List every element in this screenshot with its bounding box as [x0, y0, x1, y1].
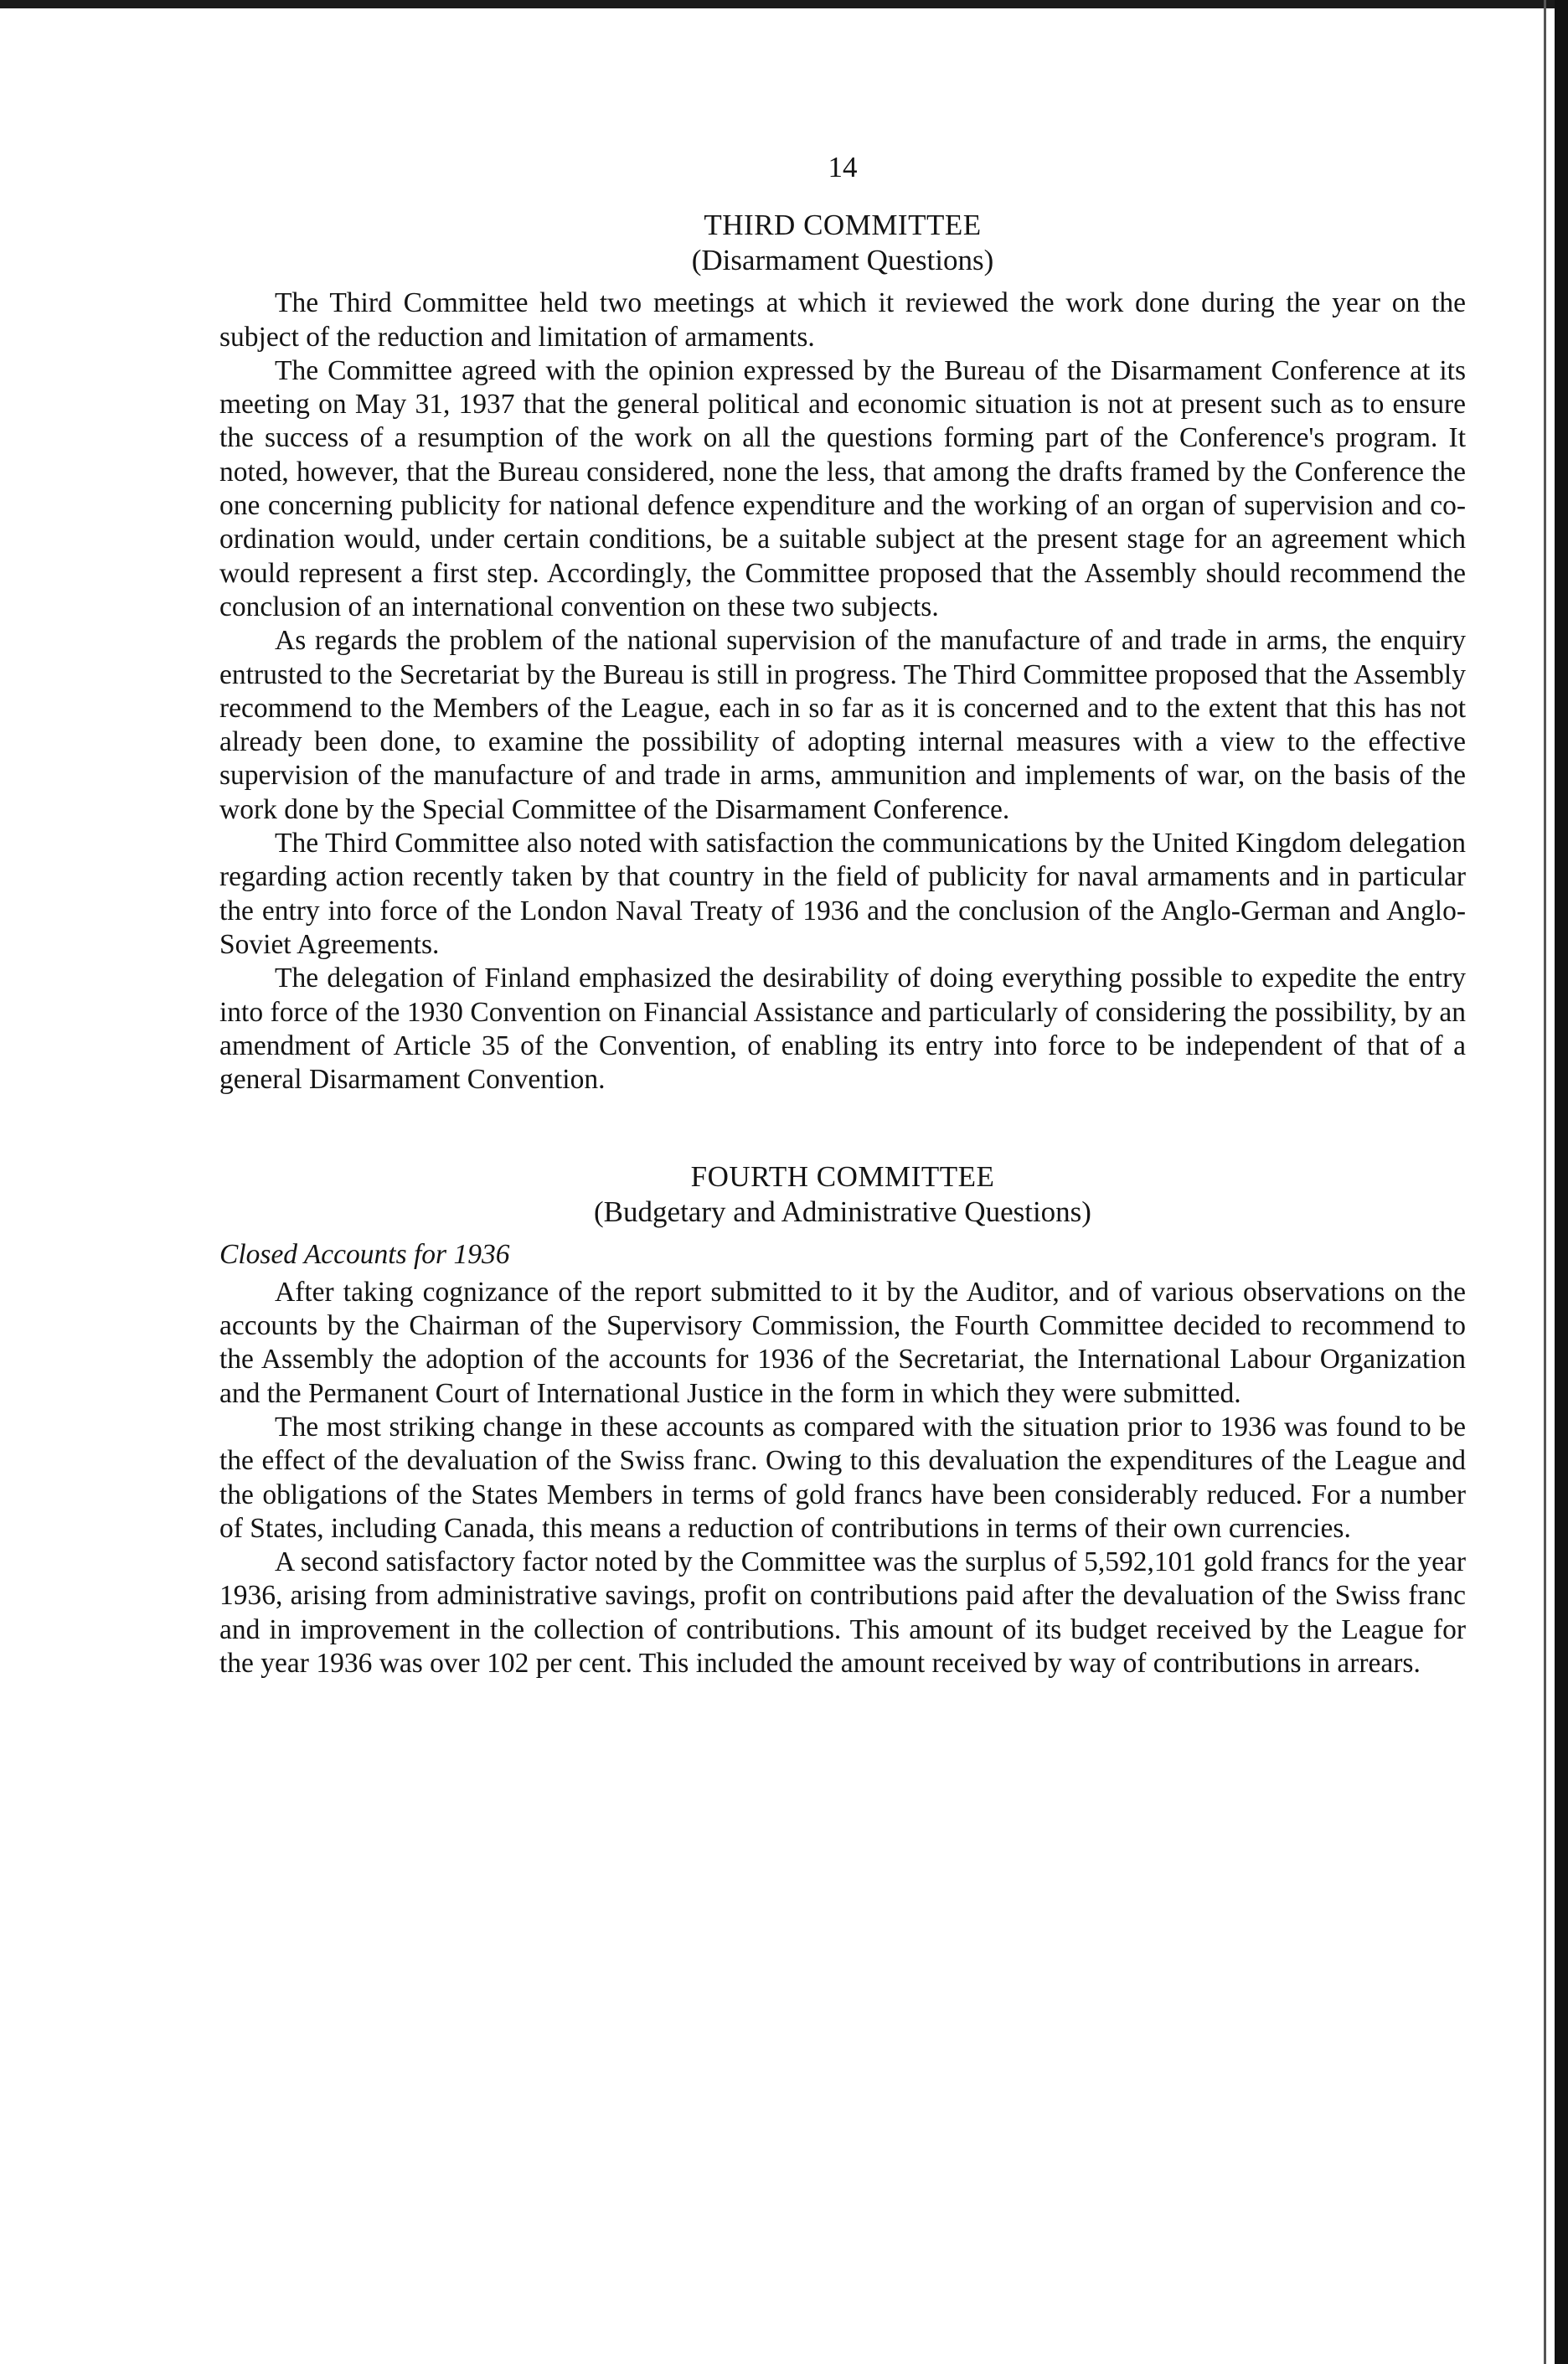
- top-border: [0, 0, 1568, 8]
- section-gap: [219, 1097, 1466, 1159]
- third-paragraph-5: The delegation of Finland emphasized the desirability of doing everything possible to expedite the entry into force of the 1930 Convention on Financial Assistance and particularly of considering the possibility, by an amendment of Article 35 of the Convention, of enabling its entry into force to be independent of that of a general Disarmament Convention.: [219, 963, 1466, 1096]
- page-number: 14: [828, 151, 858, 183]
- page-edge-shadow: [1555, 0, 1568, 2364]
- closed-accounts-title: Closed Accounts for 1936: [219, 1239, 510, 1271]
- fourth-committee-subheading: (Budgetary and Administrative Questions): [594, 1195, 1091, 1229]
- third-paragraph-4: The Third Committee also noted with satisfaction the communications by the United Kingdom delegation regarding action recently taken by that country in the field of publicity for naval armaments and in particular the entry into force of the London Naval Treaty of 1936 and the conclusion of the Anglo-German and Anglo-Soviet Agreements.: [219, 828, 1466, 960]
- page-edge-line: [1544, 0, 1546, 2364]
- fourth-paragraph-1: After taking cognizance of the report submitted to it by the Auditor, and of various observations on the accounts by the Chairman of the Supervisory Commission, the Fourth Committee decided to recommend to the Assembly the adoption of the accounts for 1936 of the Secretariat, the International Labour Organization and the Permanent Court of International Justice in the form in which they were submitted.: [219, 1276, 1466, 1409]
- third-paragraph-1: The Third Committee held two meetings at which it reviewed the work done during the year on the subject of the reduction and limitation of armaments.: [219, 287, 1466, 353]
- document-page: [219, 151, 1466, 1680]
- third-committee-subheading: (Disarmament Questions): [691, 244, 994, 277]
- third-paragraph-3: As regards the problem of the national supervision of the manufacture of and trade in arms, the enquiry entrusted to the Secretariat by the Bureau is still in progress. The Third Committee proposed that the Assembly recommend to the Members of the League, each in so far as it is concerned and to the extent that this has not already been done, to examine the possibility of adopting internal measures with a view to the effective supervision of the manufacture of and trade in arms, ammunition and implements of war, on the basis of the work done by the Special Committee of the Disarmament Conference.: [219, 625, 1466, 825]
- third-paragraph-2: The Committee agreed with the opinion expressed by the Bureau of the Disarmament Conference at its meeting on May 31, 1937 that the general political and economic situation is not at present such as to ensure the success of a resumption of the work on all the questions forming part of the Conference's program. It noted, however, that the Bureau considered, none the less, that among the drafts framed by the Conference the one concerning publicity for national defence expenditure and the working of an organ of supervision and co-ordination would, under certain conditions, be a suitable subject at the present stage for an agreement which would represent a first step. Accordingly, the Committee proposed that the Assembly should recommend the conclusion of an international convention on these two subjects.: [219, 354, 1466, 622]
- fourth-paragraph-2: The most striking change in these accounts as compared with the situation prior to 1936 was found to be the effect of the devaluation of the Swiss franc. Owing to this devaluation the expenditures of the League and the obligations of the States Members in terms of gold francs have been considerably reduced. For a number of States, including Canada, this means a reduction of contributions in terms of their own currencies.: [219, 1411, 1466, 1544]
- fourth-committee-heading: FOURTH COMMITTEE: [690, 1160, 995, 1194]
- third-committee-heading: THIRD COMMITTEE: [704, 209, 982, 242]
- fourth-paragraph-3: A second satisfactory factor noted by the Committee was the surplus of 5,592,101 gold francs for the year 1936, arising from administrative savings, profit on contributions paid after the devaluation of the Swiss franc and in improvement in the collection of contributions. This amount of its budget received by the League for the year 1936 was over 102 per cent. This included the amount received by way of contributions in arrears.: [219, 1546, 1466, 1679]
